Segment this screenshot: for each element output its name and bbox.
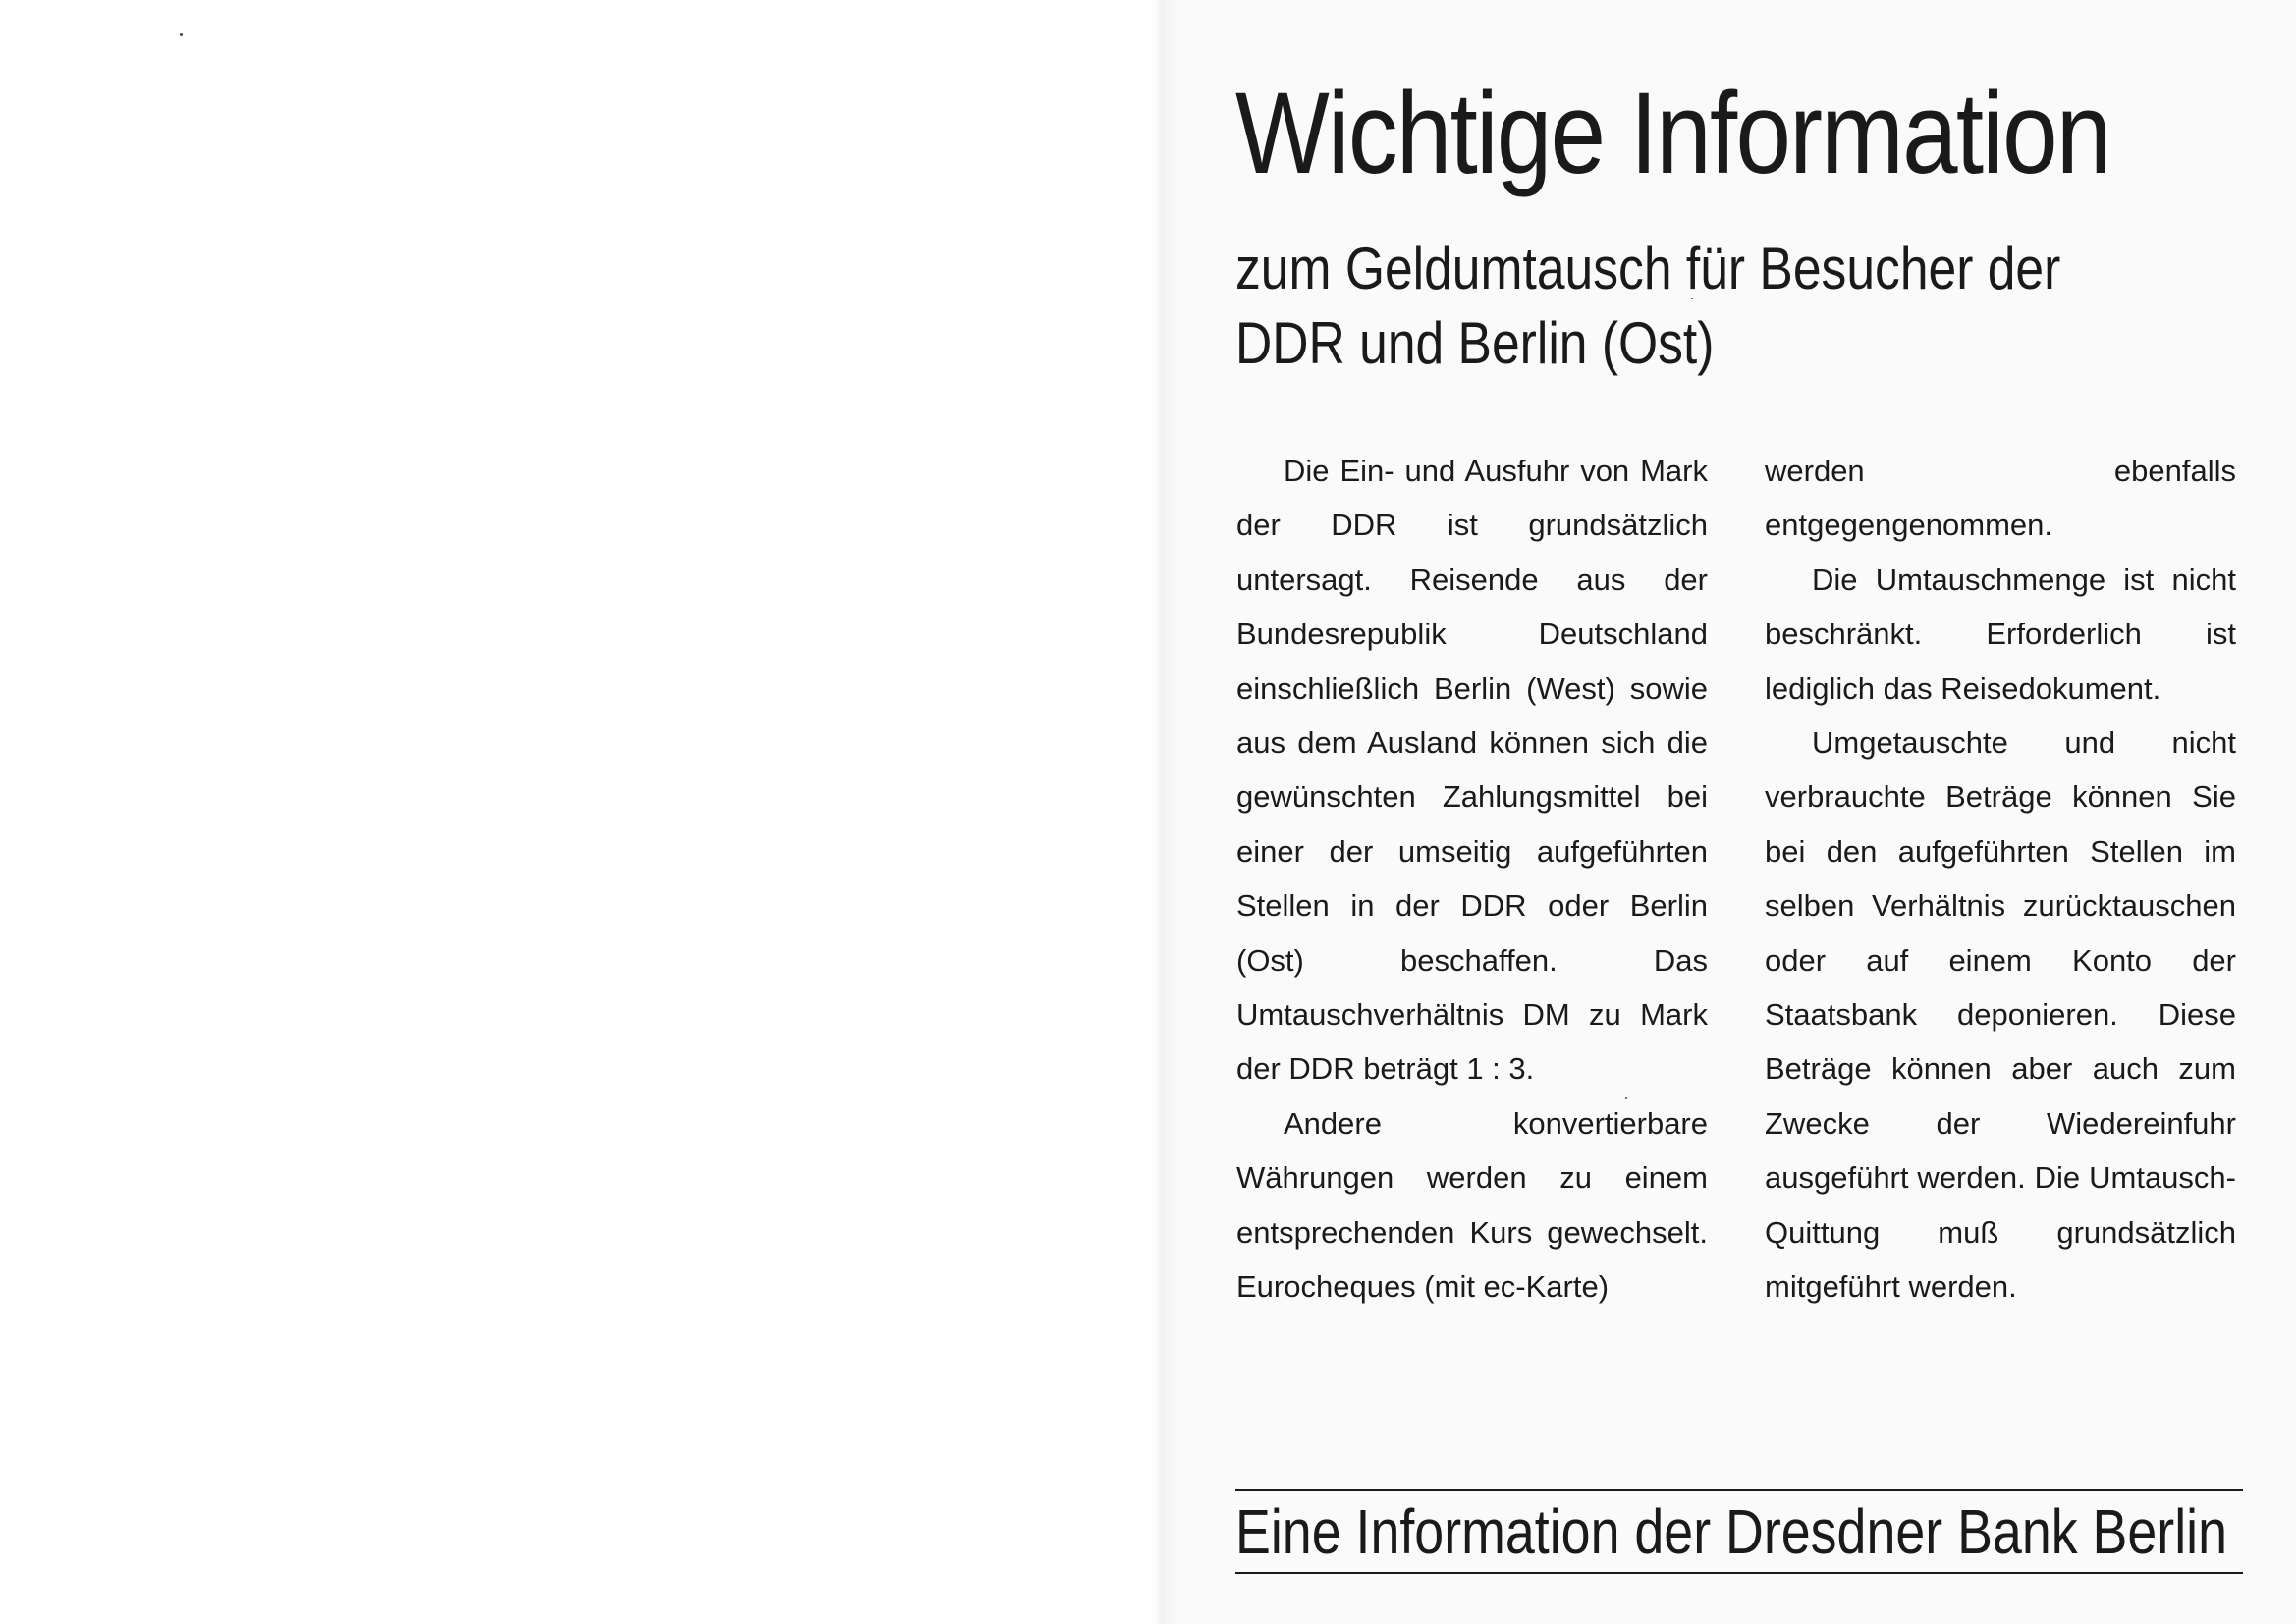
paragraph: Andere konvertierbare Währungen werden zu einem entsprechenden Kurs gewechselt. Eurocheques (mit ec-Karte)	[1236, 1106, 1708, 1305]
paper-speck	[180, 33, 183, 36]
document-title: Wichtige Information	[1235, 69, 2110, 198]
text-column-left	[1236, 444, 1708, 1315]
paragraph: Die Umtauschmenge ist nicht beschränkt. Erforderlich ist lediglich das Reisedokument.	[1765, 562, 2236, 706]
paragraph: werden ebenfalls entgegengenommen.	[1765, 454, 2236, 543]
paragraph: Die Ein- und Ausfuhr von Mark der DDR ist grundsätzlich untersagt. Reisende aus der Bundesrepublik Deutschland einschließlich Berlin (West) sowie aus dem Ausland können sich die gewünschten Zahlungsmittel bei einer der umseitig aufgeführten Stellen in der DDR oder Berlin (Ost) beschaffen. Das Umtauschverhältnis DM zu Mark der DDR beträgt 1 : 3.	[1236, 454, 1708, 1087]
page-fold	[1149, 0, 1176, 1624]
footer-text: Eine Information der Dresdner Bank Berlin	[1235, 1496, 2227, 1567]
footer-rule-top	[1235, 1489, 2243, 1491]
text-column-right	[1765, 444, 2236, 1315]
footer-rule-bottom	[1235, 1572, 2243, 1574]
paragraph: Umgetauschte und nicht verbrauchte Beträge können Sie bei den aufgeführten Stellen im selben Verhältnis zurücktauschen oder auf einem Konto der Staatsbank deponieren. Diese Beträge können aber auch zum Zwecke der Wiedereinfuhr ausgeführt werden. Die Umtausch-Quittung muß grundsätzlich mitgeführt werden.	[1765, 726, 2236, 1305]
document-subtitle: zum Geldumtausch für Besucher der DDR und Berlin (Ost)	[1235, 236, 2061, 376]
